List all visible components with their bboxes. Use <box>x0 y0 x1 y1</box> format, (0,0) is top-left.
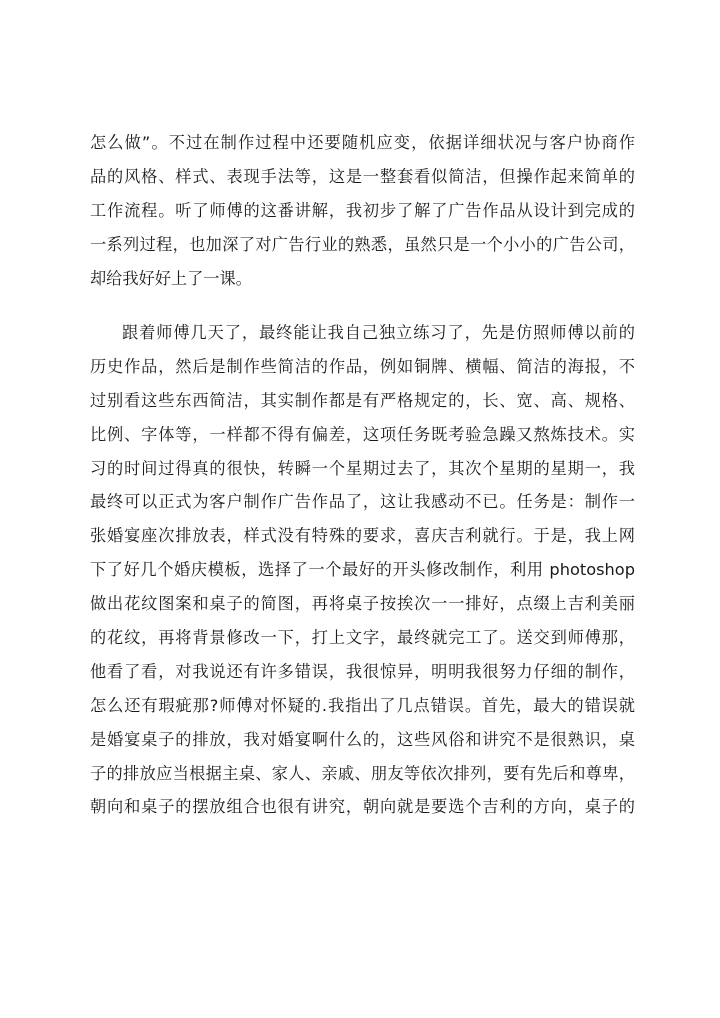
text-line: 比例、字体等，一样都不得有偏差，这项任务既考验急躁又熬炼技术。实 <box>90 424 635 444</box>
text-line: 是婚宴桌子的排放，我对婚宴啊什么的，这些风俗和讲究不是很熟识，桌 <box>90 729 635 749</box>
text-line: 工作流程。听了师傅的这番讲解，我初步了解了广告作品从设计到完成的 <box>90 200 635 220</box>
text-line: 却给我好好上了一课。 <box>90 268 252 288</box>
text-line: 品的风格、样式、表现手法等，这是一整套看似简洁，但操作起来简单的 <box>90 166 635 186</box>
text-line: 做出花纹图案和桌子的简图，再将桌子按挨次一一排好，点缀上吉利美丽 <box>90 594 635 614</box>
text-line: 朝向和桌子的摆放组合也很有讲究，朝向就是要选个吉利的方向，桌子的 <box>90 797 635 817</box>
text-line: 一系列过程，也加深了对广告行业的熟悉，虽然只是一个小小的广告公司， <box>90 234 635 254</box>
text-line: 的花纹，再将背景修改一下，打上文字，最终就完工了。送交到师傅那， <box>90 628 635 648</box>
text-line: 怎么还有瑕疵那?师傅对怀疑的.我指出了几点错误。首先，最大的错误就 <box>90 695 635 715</box>
paragraph-1 <box>90 126 635 295</box>
text-line: 子的排放应当根据主桌、家人、亲戚、朋友等依次排列，要有先后和尊卑， <box>90 763 635 783</box>
text-line: 过别看这些东西简洁，其实制作都是有严格规定的，长、宽、高、规格、 <box>90 390 635 410</box>
text-line: 最终可以正式为客户制作广告作品了，这让我感动不已。任务是：制作一 <box>90 492 635 512</box>
text-line: 历史作品，然后是制作些简洁的作品，例如铜牌、横幅、简洁的海报，不 <box>90 356 635 376</box>
text-line: 跟着师傅几天了，最终能让我自己独立练习了，先是仿照师傅以前的 <box>122 323 635 342</box>
text-line: 他看了看，对我说还有许多错误，我很惊异，明明我很努力仔细的制作， <box>90 661 635 681</box>
text-line: 张婚宴座次排放表，样式没有特殊的要求，喜庆吉利就行。于是，我上网 <box>90 526 635 546</box>
text-line: 怎么做”。不过在制作过程中还要随机应变，依据详细状况与客户协商作 <box>90 133 635 152</box>
paragraph-2 <box>90 316 635 824</box>
text-line: 下了好几个婚庆模板，选择了一个最好的开头修改制作，利用 photoshop <box>90 560 635 580</box>
text-line: 习的时间过得真的很快，转瞬一个星期过去了，其次个星期的星期一，我 <box>90 458 635 478</box>
